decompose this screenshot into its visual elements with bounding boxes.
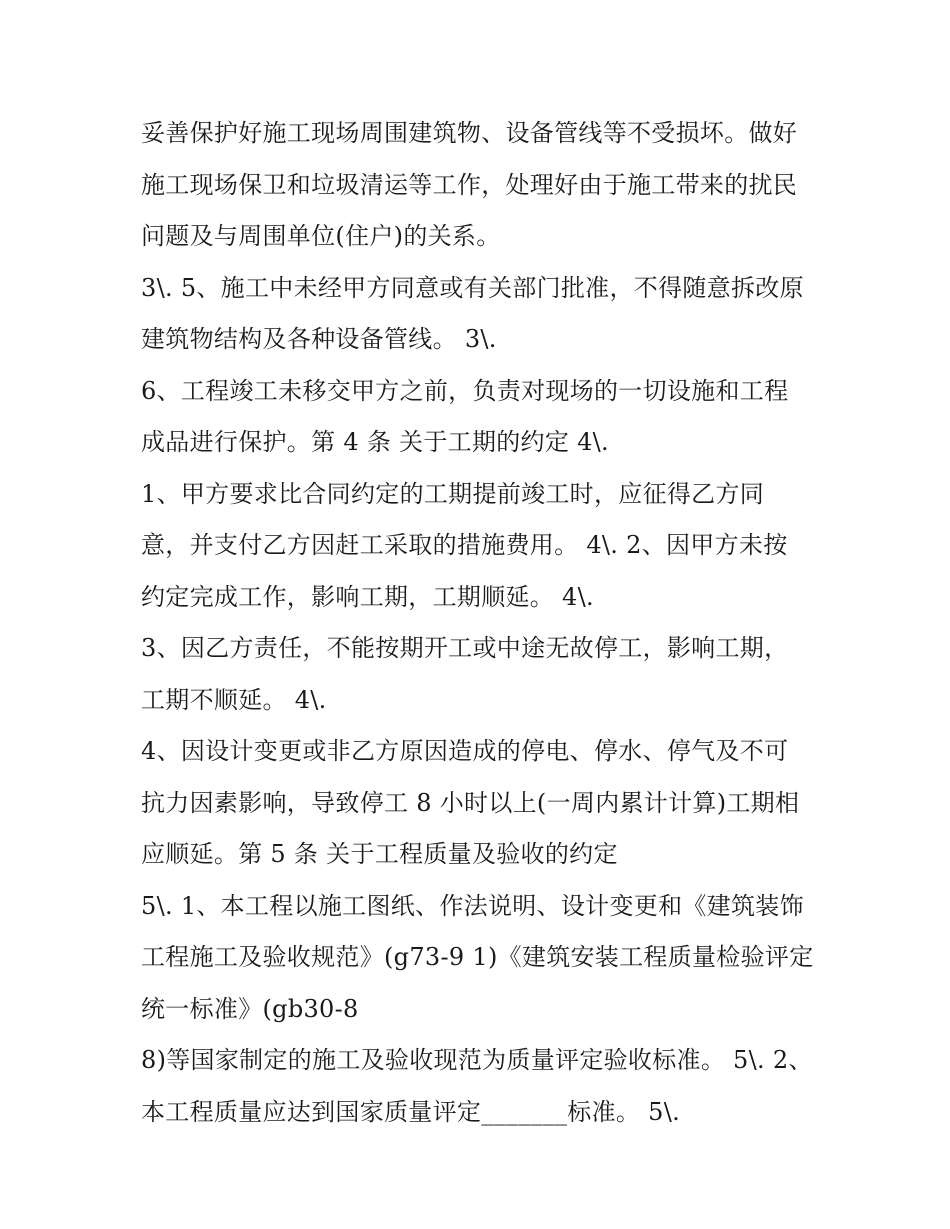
text-line: 抗力因素影响，导致停工 8 小时以上(一周内累计计算)工期相	[141, 788, 800, 817]
text-line: 约定完成工作，影响工期，工期顺延。 4\.	[141, 582, 594, 611]
text-line: 工期不顺延。 4\.	[141, 685, 327, 714]
text-line: 建筑物结构及各种设备管线。 3\.	[141, 325, 497, 353]
text-line: 成品进行保护。第 4 条 关于工期的约定 4\.	[141, 428, 609, 456]
text-line: 统一标准》(gb30-8	[141, 994, 359, 1023]
text-line: 问题及与周围单位(住户)的关系。	[141, 222, 501, 250]
text-line: 工程施工及验收规范》(g73-9 1)《建筑安装工程质量检验评定	[141, 943, 814, 971]
text-line: 应顺延。第 5 条 关于工程质量及验收的约定	[141, 840, 618, 868]
text-line: 3、因乙方责任，不能按期开工或中途无故停工，影响工期，	[141, 634, 789, 662]
text-line: 5\. 1、本工程以施工图纸、作法说明、设计变更和《建筑装饰	[141, 891, 804, 920]
text-line: 3\. 5、施工中未经甲方同意或有关部门批准，不得随意拆改原	[141, 273, 804, 302]
text-line: 施工现场保卫和垃圾清运等工作，处理好由于施工带来的扰民	[141, 170, 798, 199]
text-line: 本工程质量应达到国家质量评定_______标准。 5\.	[141, 1097, 681, 1126]
text-line: 6、工程竣工未移交甲方之前，负责对现场的一切设施和工程	[141, 376, 789, 405]
body-text	[141, 108, 831, 1138]
text-line: 妥善保护好施工现场周围建筑物、设备管线等不受损坏。做好	[141, 119, 798, 147]
text-line: 1、甲方要求比合同约定的工期提前竣工时，应征得乙方同	[141, 479, 765, 508]
text-line: 8)等国家制定的施工及验收现范为质量评定验收标准。 5\. 2、	[141, 1046, 813, 1074]
text-line: 4、因设计变更或非乙方原因造成的停电、停水、停气及不可	[141, 737, 789, 765]
text-line: 意，并支付乙方因赶工采取的措施费用。 4\. 2、因甲方未按	[141, 531, 788, 559]
